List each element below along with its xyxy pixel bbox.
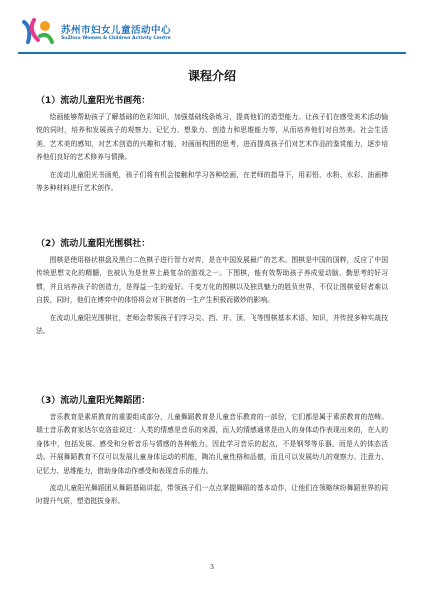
section-heading: （3）流动儿童阳光舞蹈团： <box>36 396 151 406</box>
page-number: 3 <box>209 563 215 571</box>
section-paragraph: 在流动儿童阳光书画苑，孩子们将有机会接触和学习各种绘画，在老师的指导下，用彩铅、水粉、水彩、油画棒等多种材料进行艺术创作。 <box>36 170 388 193</box>
page-header <box>18 14 408 54</box>
section-heading: （2）流动儿童阳光围棋社： <box>36 239 151 249</box>
section-heading: （1）流动儿童阳光书画苑： <box>36 96 151 106</box>
header-divider <box>18 52 406 54</box>
section-paragraph: 音乐教育是素质教育的重要组成部分，儿童舞蹈教育是儿童音乐教育的一部份，它们都是属于素质教育的范畴。瑞士音乐教育家达尔克洛兹说过：人类的情感是音乐的来源，而人的情感通常是由人的身体动作表现出来的，在人的身体中，包括发展、感受和分析音乐与情感的各种能力。因此学习音乐的起点，不是钢琴等乐器，而是人的体态活动。开展舞蹈教育不仅可以发展儿童身体运动的机能，陶冶儿童性格和品德，而且可以发展幼儿的观察力、注意力、记忆力、思维能力，借助身体动作感受和表现音乐的能力。 <box>36 413 388 475</box>
section-go-club <box>36 236 388 338</box>
org-name-cn: 苏州市妇女儿童活动中心 <box>61 25 172 36</box>
organization-logo <box>18 14 58 50</box>
section-paragraph: 流动儿童阳光舞蹈团从舞蹈基础讲起，带领孩子们一点点掌握舞蹈的基本动作，让他们在领略缤纷舞蹈世界的同时提升气质，塑造挺拔身形。 <box>36 484 388 506</box>
section-paragraph: 围棋是使用格状棋盘及黑白二色棋子进行智力对弈，是在中国发展最广的艺术。围棋是中国的国粹，反应了中国传统思想文化的精髓，也被认为是世界上最复杂的游戏之一。下围棋，能有效帮助孩子养成爱动脑、勤思考的好习惯，并且培养孩子的创造力，是得益一生的爱好。千变万化的围棋以及独具魅力的胜负世界，不仅让围棋爱好者难以自拔，同时，他们在博弈中的体悟将会对下棋者的一生产生积极而微妙的影响。 <box>36 256 388 305</box>
org-name-en: SuZhou Women & Children Activity Centre <box>61 36 171 41</box>
section-dance-troupe <box>36 393 388 509</box>
section-paragraph: 在流动儿童阳光围棋社，老师会带领孩子们学习尖、挡、并、顶、飞等围棋基本术语、知识，并传授多种实战技法。 <box>36 313 388 336</box>
section-paragraph: 绘画能够帮助孩子了解基础的色彩知识，加强基础线条练习，提高他们的造型能力。让孩子们在感受美术活动愉悦的同时，培养和发展孩子的观察力、记忆力、想象力、创造力和思维能力等，从而培养他们对自然美、社会生活美、艺术美的感知，对艺术创造的兴趣和才能，对画面构图的思考，进而提高孩子们对艺术作品的鉴赏能力，逐步培养他们良好的艺术修养与情操。 <box>36 113 388 162</box>
section-calligraphy-painting <box>36 93 388 195</box>
page-title: 课程介绍 <box>187 69 236 83</box>
